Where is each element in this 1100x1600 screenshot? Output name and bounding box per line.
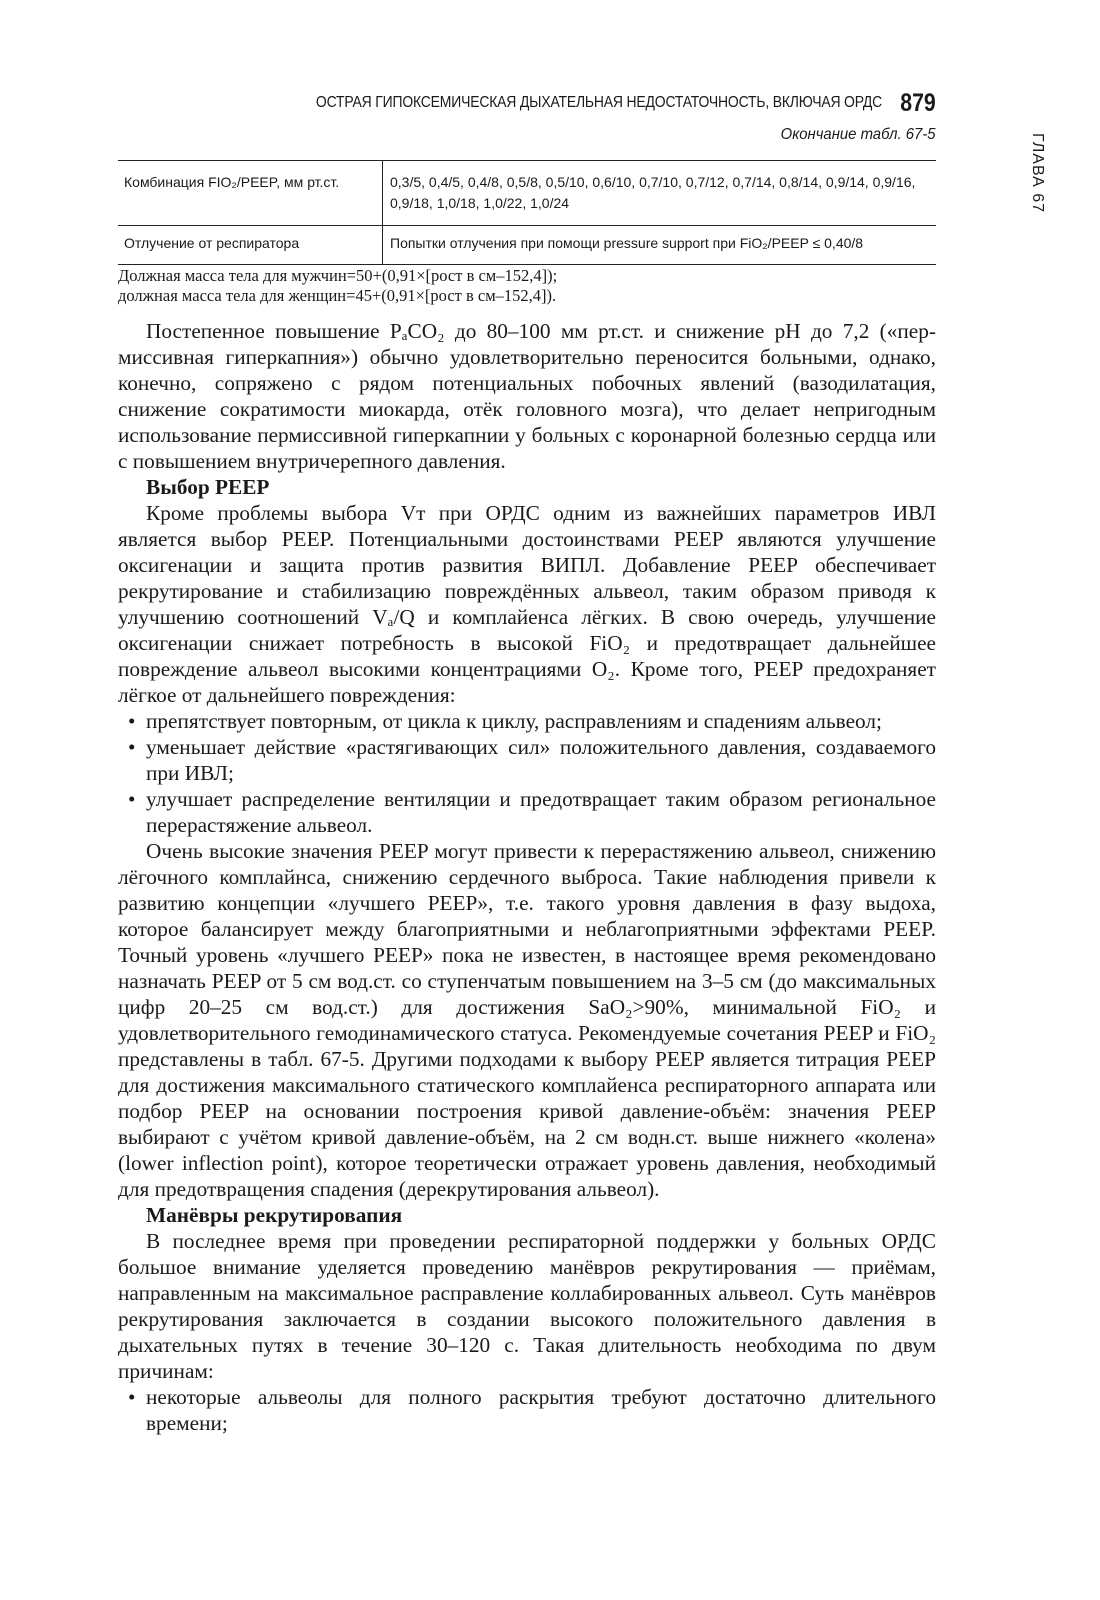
paragraph-permissive-hypercapnia: Постепенное повышение PₐCO₂ до 80–100 мм рт.ст. и снижение pH до 7,2 («пермиссивная гиперкапния») обычно удовлетворительно переносится больными, однако, конечно, сопряжено с рядом потенциальных побочных явлений (вазодилатация, снижение сократимости миокарда, отёк головного мозга), что делает непригодным использование пермиссивной гиперкапнии у больных с коронарной болезнью сердца или с повышением внутричерепного давления. <box>118 319 936 473</box>
paragraph-recruitment: В последнее время при проведении респираторной поддержки у больных ОРДС большое внимание уделяется проведению манёвров рекрутирования — приёмам, направленным на максимальное расправление коллабированных альвеол. Суть манёвров рекрутирования заключается в создании высокого положительного давления в дыхательных путях в течение 30–120 с. Такая длительность необходима по двум причинам: <box>118 1229 936 1383</box>
table-cell-value: 0,3/5, 0,4/5, 0,4/8, 0,5/8, 0,5/10, 0,6/10, 0,7/10, 0,7/12, 0,7/14, 0,8/14, 0,9/14, 0,9/16, 0,9/18, 1,0/18, 1,0/22, 1,0/24 <box>390 174 916 211</box>
table-footnote <box>118 266 936 306</box>
table-cell-label: Отлучение от респиратора <box>118 226 383 264</box>
body-text <box>118 318 936 1436</box>
list-item: • препятствует повторным, от цикла к циклу, расправлениям и спадениям альвеол; <box>118 708 936 734</box>
footnote-line-male: Должная масса тела для мужчин=50+(0,91×[рост в см–152,4]); <box>118 266 558 285</box>
bullet-list-recruitment-reasons <box>118 1384 936 1436</box>
list-item: • уменьшает действие «растягивающих сил» положительного давления, создаваемого при ИВЛ; <box>118 734 936 786</box>
list-item: • улучшает распределение вентиляции и предотвращает таким образом региональное перерастяжение альвеол. <box>118 786 936 838</box>
book-page <box>118 0 936 1600</box>
chapter-side-tab: ГЛАВА 67 <box>1029 133 1046 213</box>
section-heading-recruitment: Манёвры рекрутировапия <box>146 1203 403 1227</box>
table-row <box>118 225 936 264</box>
running-header <box>276 80 936 116</box>
paragraph-best-peep: Очень высокие значения PEEP могут привести к перерастяжению альвеол, снижению лёгочного комплайнса, снижению сердечного выброса. Такие наблюдения привели к развитию концепции «лучшего PEEP», т.е. такого уровня давления в фазу выдоха, которое балансирует между благоприятными и неблагоприятными эффектами PEEP. Точный уровень «лучшего PEEP» пока не известен, в настоящее время рекомендовано назначать PEEP от 5 см вод.ст. со ступенчатым повышением на 3–5 см (до максимальных цифр 20–25 см вод.ст.) для достижения SaO₂>90%, минимальной FiO₂ и удовлетворительного гемодинамического статуса. Рекомендуемые сочетания PEEP и FiO₂ представлены в табл. 67-5. Другими подходами к выбору PEEP является титрация PEEP для достижения максимального статического комплайенса респираторного аппарата или подбор PEEP на основании построения кривой давление-объём: значения PEEP выбирают с учётом кривой давление-объём, на 2 см водн.ст. выше нижнего «колена» (lower inflection point), которое теоретически отражает уровень давления, необходимый для предотвращения спадения (дерекрутирования альвеол). <box>118 839 936 1201</box>
bullet-list-peep-effects <box>118 708 936 838</box>
page-number: 879 <box>900 89 936 117</box>
paragraph-peep-selection: Кроме проблемы выбора Vᴛ при ОРДС одним из важнейших параметров ИВЛ является выбор PEEP. Потенциальными достоинствами PEEP являются улучшение оксигенации и защита против развития ВИПЛ. Добавление PEEP обеспечивает рекрутирование и стабилизацию повреждённых альвеол, таким образом приводя к улучшению соотношений Vₐ/Q и комплайенса лёгких. В свою очередь, улучшение оксигенации снижает потребность в высокой FiO₂ и предотвращает дальнейшее повреждение альвеол высокими концентрациями O₂. Кроме того, PEEP предохраняет лёгкое от дальнейшего повреждения: <box>118 501 936 707</box>
list-item: • некоторые альвеолы для полного раскрытия требуют достаточно длительного времени; <box>118 1384 936 1436</box>
table-continuation-caption: Окончание табл. 67-5 <box>781 126 936 143</box>
table-row <box>118 161 936 225</box>
table-cell-label: Комбинация FIO₂/PEEP, мм рт.ст. <box>118 161 383 225</box>
running-title: ОСТРАЯ ГИПОКСЕМИЧЕСКАЯ ДЫХАТЕЛЬНАЯ НЕДОСТАТОЧНОСТЬ, ВКЛЮЧАЯ ОРДС <box>316 94 883 111</box>
section-heading-peep: Выбор PEEP <box>146 475 270 499</box>
table-67-5-end <box>118 160 936 265</box>
table-cell-value: Попытки отлучения при помощи pressure support при FiO₂/PEEP ≤ 0,40/8 <box>390 235 864 251</box>
footnote-line-female: должная масса тела для женщин=45+(0,91×[рост в см–152,4]). <box>118 286 557 305</box>
